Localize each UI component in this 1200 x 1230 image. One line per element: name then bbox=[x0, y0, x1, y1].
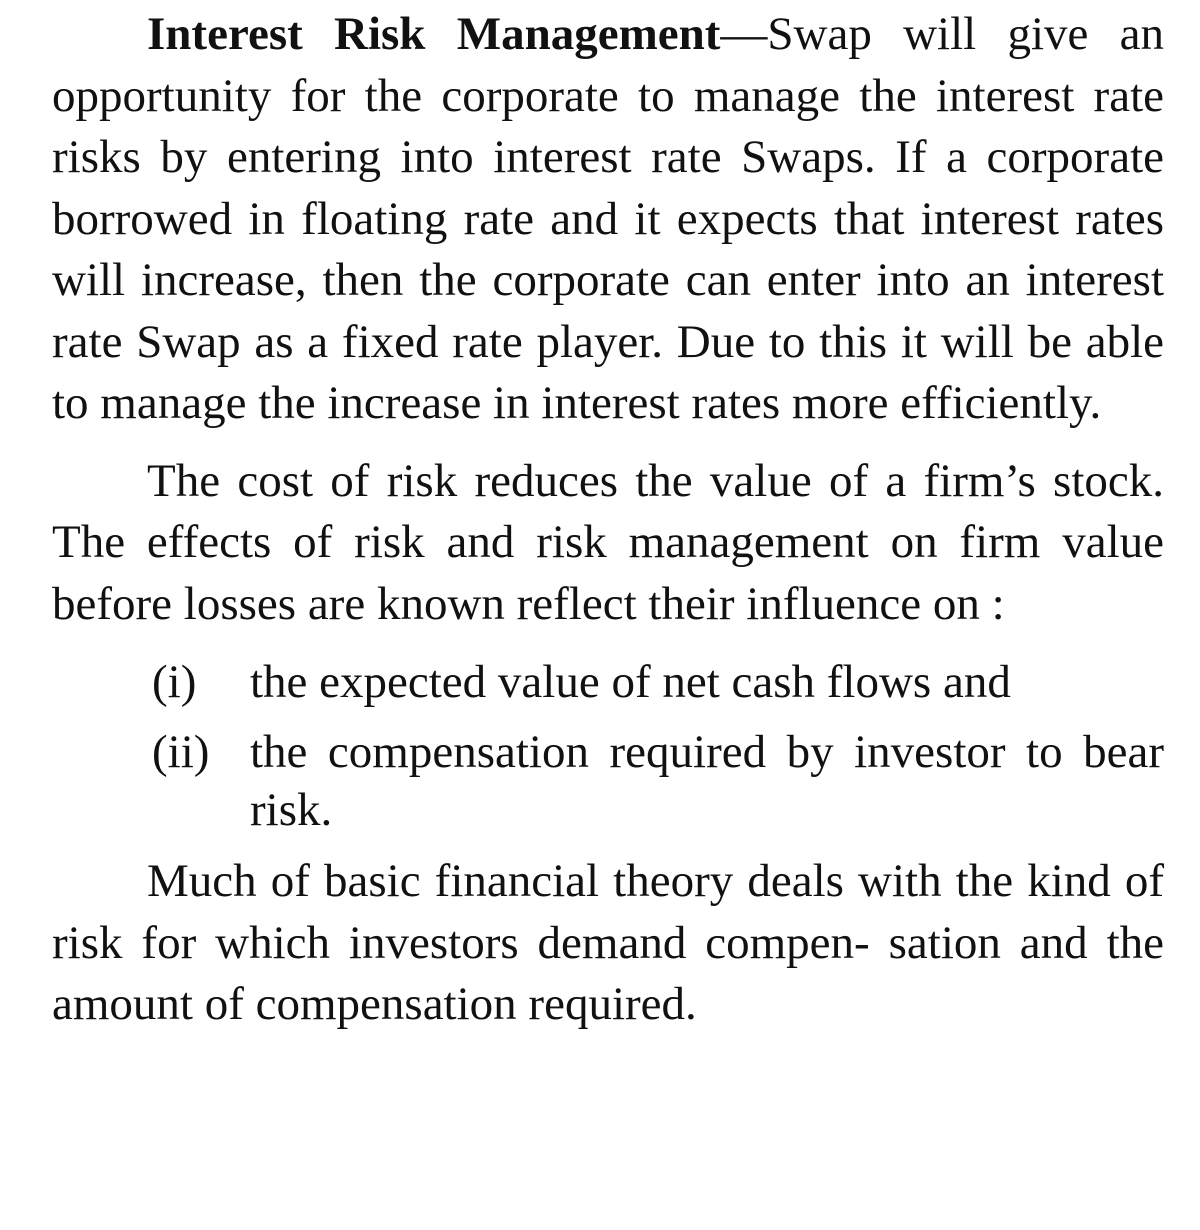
paragraph-financial-theory: Much of basic financial theory deals with the kind of risk for which investors demand compen- sation and the amount of compensation required. bbox=[52, 855, 1164, 1030]
paragraph-body: Swap will give an opportunity for the corporate to manage the interest rate risks by entering into interest rate Swaps. If a corporate borrowed in floating rate and it expects that interest rates will increase, then the corporate can enter into an interest rate Swap as a fixed rate player. Due to this it will be able to manage the increase in interest rates more efficiently. bbox=[52, 8, 1164, 429]
list-item-marker: (i) bbox=[152, 656, 197, 708]
list-item bbox=[52, 723, 1164, 839]
paragraph-heading: Interest Risk Management bbox=[147, 8, 721, 60]
list-item bbox=[52, 653, 1164, 711]
document-page bbox=[52, 4, 1164, 1036]
list-item-marker: (ii) bbox=[152, 726, 210, 778]
paragraph-cost-of-risk: The cost of risk reduces the value of a firm’s stock. The effects of risk and risk management on firm value before losses are known reflect their influence on : bbox=[52, 454, 1164, 630]
influence-list bbox=[52, 653, 1164, 839]
list-item-text: the expected value of net cash flows and bbox=[250, 656, 1011, 708]
list-item-text: the compensation required by investor to bear risk. bbox=[250, 726, 1164, 836]
heading-dash: — bbox=[720, 8, 768, 60]
paragraph-interest-risk-management bbox=[52, 4, 1164, 435]
